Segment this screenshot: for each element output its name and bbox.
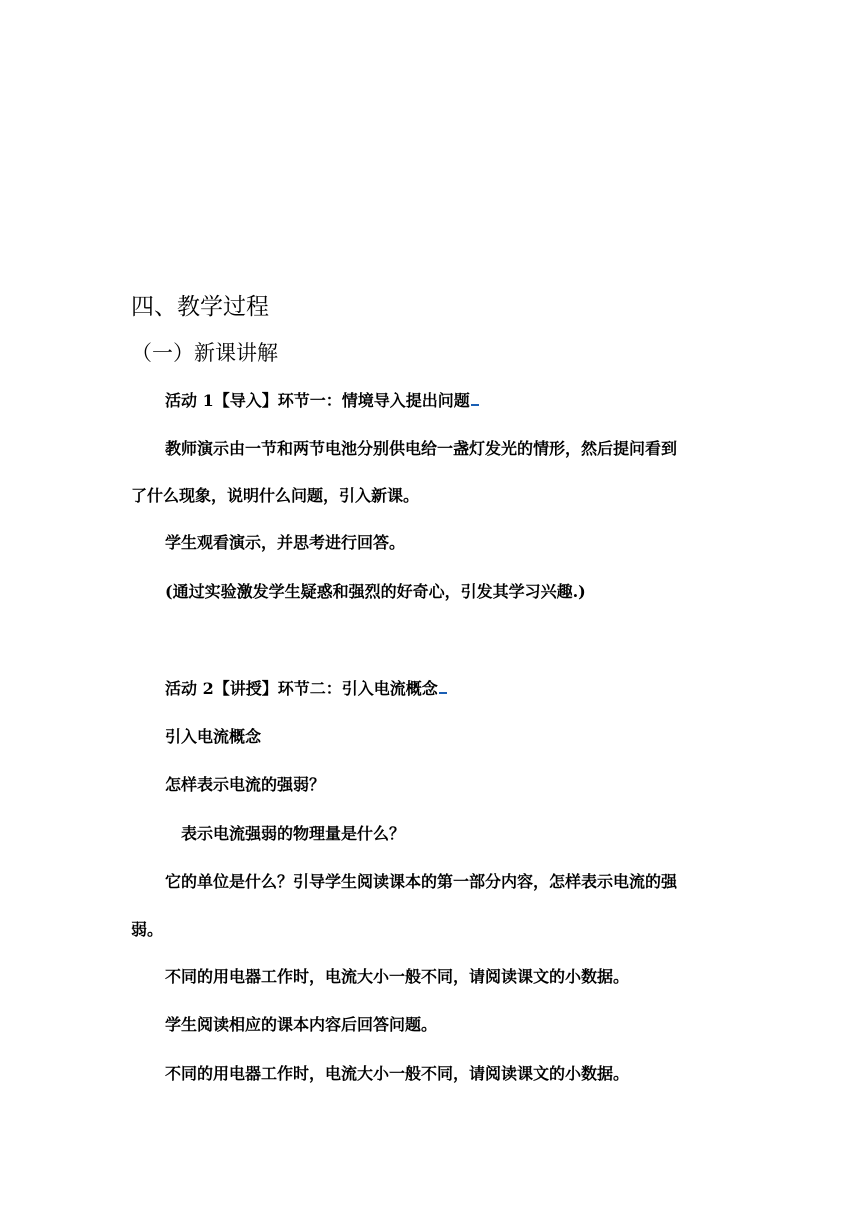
link-underline-marker (439, 691, 447, 694)
activity2-p3: 表示电流强弱的物理量是什么？ (181, 824, 406, 843)
activity1-para3: (通过实验激发学生疑惑和强烈的好奇心，引发其学习兴趣.) (165, 582, 586, 601)
activity1-para1-line1: 教师演示由一节和两节电池分别供电给一盏灯发光的情形，然后提问看到 (165, 439, 678, 458)
activity2-p5: 不同的用电器工作时，电流大小一般不同，请阅读课文的小数据。 (165, 967, 630, 986)
activity1-heading (165, 393, 479, 409)
section-subtitle: （一）新课讲解 (131, 341, 278, 365)
activity2-p2: 怎样表示电流的强弱？ (165, 775, 326, 794)
activity2-p1: 引入电流概念 (165, 727, 262, 746)
section-title: 四、教学过程 (131, 294, 269, 320)
activity2-heading (165, 681, 447, 697)
activity2-p7: 不同的用电器工作时，电流大小一般不同，请阅读课文的小数据。 (165, 1064, 630, 1083)
activity2-p4-line1: 它的单位是什么？引导学生阅读课本的第一部分内容，怎样表示电流的强 (165, 872, 678, 891)
activity2-p4-line2: 弱。 (131, 920, 164, 939)
activity2-heading-text: 活动 2【讲授】环节二：引入电流概念 (165, 679, 438, 698)
activity1-heading-text: 活动 1【导入】环节一：情境导入提出问题 (165, 391, 470, 410)
activity2-p6: 学生阅读相应的课本内容后回答问题。 (165, 1015, 438, 1034)
activity1-para2: 学生观看演示，并思考进行回答。 (165, 533, 406, 552)
link-underline-marker (471, 403, 479, 406)
activity1-para1-line2: 了什么现象，说明什么问题，引入新课。 (131, 486, 420, 505)
